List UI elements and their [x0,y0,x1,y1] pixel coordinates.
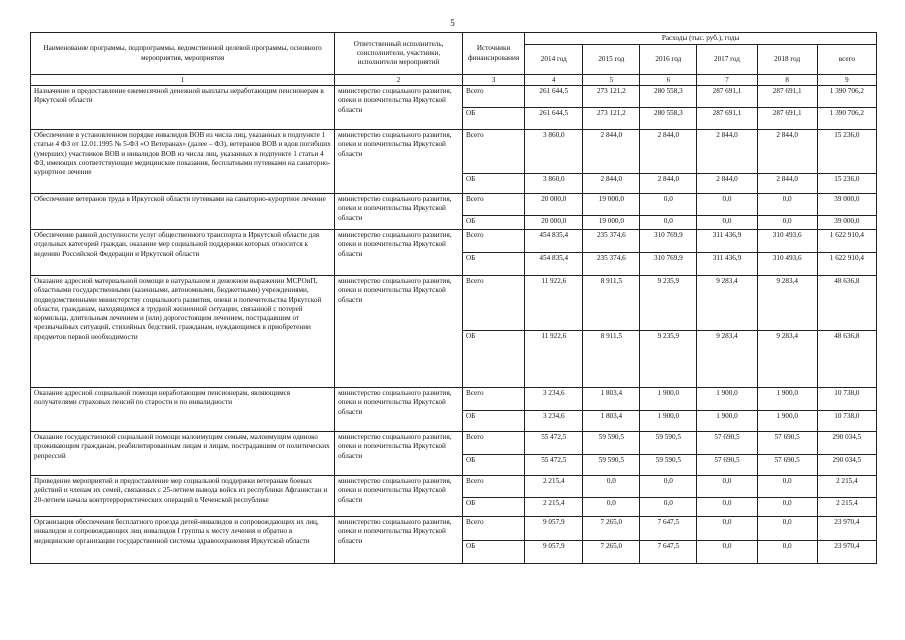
year-value-cell: 20 000,0 [525,194,583,216]
year-value-cell: 7 265,0 [583,541,640,564]
year-value-cell: 2 215,4 [525,476,583,498]
program-name-cell: Проведение мероприятий и предоставление мер социальной поддержки ветеранам боевых действий и членам их семей, связанных с 25-летием вывода войск из республики Афганистан и 20-летием начала контртеррористических операций в Чеченской республике [31,476,335,517]
year-value-cell: 0,0 [697,194,757,216]
year-value-cell: 55 472,5 [525,432,583,455]
year-value-cell: 7 265,0 [583,517,640,541]
year-value-cell: 8 911,5 [583,331,640,388]
executor-cell: министерство социального развития, опеки и попечительства Иркутской области [335,517,463,564]
funding-source-cell: ОБ [462,216,524,230]
year-value-cell: 3 860,0 [525,174,583,194]
executor-cell: министерство социального развития, опеки и попечительства Иркутской области [335,476,463,517]
total-value-cell: 1 390 706,2 [817,86,876,108]
year-value-cell: 287 691,1 [697,86,757,108]
year-value-cell: 287 691,1 [757,86,817,108]
year-value-cell: 7 647,5 [640,541,697,564]
table-row [31,476,877,498]
year-value-cell: 1 803,4 [583,411,640,432]
year-value-cell: 11 922,6 [525,276,583,331]
funding-source-cell: Всего [462,86,524,108]
column-number: 7 [697,75,757,86]
year-value-cell: 1 900,0 [757,388,817,411]
column-number: 9 [817,75,876,86]
program-name-cell: Обеспечение ветеранов труда в Иркутской области путевками на санаторно-курортное лечение [31,194,335,230]
total-value-cell: 2 215,4 [817,476,876,498]
total-value-cell: 48 636,8 [817,331,876,388]
year-value-cell: 2 844,0 [583,130,640,174]
year-value-cell: 454 835,4 [525,253,583,276]
year-value-cell: 0,0 [640,476,697,498]
header-year: 2016 год [640,45,697,75]
year-value-cell: 1 803,4 [583,388,640,411]
table-body [31,86,877,564]
header-expenses: Расходы (тыс. руб.), годы [525,33,877,45]
year-value-cell: 59 590,5 [583,432,640,455]
column-number: 5 [583,75,640,86]
year-value-cell: 1 900,0 [697,388,757,411]
year-value-cell: 8 911,5 [583,276,640,331]
total-value-cell: 1 390 706,2 [817,108,876,130]
total-value-cell: 39 000,0 [817,194,876,216]
funding-source-cell: Всего [462,130,524,174]
year-value-cell: 0,0 [757,476,817,498]
table-row [31,86,877,108]
year-value-cell: 280 558,3 [640,108,697,130]
year-value-cell: 0,0 [583,476,640,498]
funding-source-cell: Всего [462,194,524,216]
year-value-cell: 2 844,0 [697,174,757,194]
funding-source-cell: Всего [462,276,524,331]
year-value-cell: 0,0 [697,541,757,564]
year-value-cell: 273 121,2 [583,108,640,130]
header-program: Наименование программы, подпрограммы, ведомственной целевой программы, основного мероприятия, мероприятия [31,33,335,75]
year-value-cell: 2 844,0 [583,174,640,194]
year-value-cell: 0,0 [697,517,757,541]
year-value-cell: 0,0 [757,498,817,517]
total-value-cell: 15 236,0 [817,174,876,194]
year-value-cell: 55 472,5 [525,455,583,476]
year-value-cell: 9 283,4 [697,331,757,388]
year-value-cell: 19 000,0 [583,194,640,216]
year-value-cell: 0,0 [697,498,757,517]
funding-source-cell: Всего [462,432,524,455]
year-value-cell: 20 000,0 [525,216,583,230]
year-value-cell: 9 057,9 [525,517,583,541]
year-value-cell: 280 558,3 [640,86,697,108]
column-number: 3 [462,75,524,86]
year-value-cell: 0,0 [640,498,697,517]
program-name-cell: Назначение и предоставление ежемесячной денежной выплаты неработающим пенсионерам в Иркутской области [31,86,335,130]
year-value-cell: 59 590,5 [640,432,697,455]
header-total: всего [817,45,876,75]
column-number: 2 [335,75,463,86]
year-value-cell: 261 644,5 [525,108,583,130]
year-value-cell: 2 844,0 [697,130,757,174]
year-value-cell: 7 647,5 [640,517,697,541]
year-value-cell: 261 644,5 [525,86,583,108]
total-value-cell: 290 034,5 [817,432,876,455]
total-value-cell: 1 622 910,4 [817,230,876,253]
year-value-cell: 287 691,1 [697,108,757,130]
funding-source-cell: Всего [462,517,524,541]
table-row [31,130,877,174]
funding-source-cell: ОБ [462,498,524,517]
executor-cell: министерство социального развития, опеки и попечительства Иркутской области [335,276,463,388]
year-value-cell: 57 690,5 [697,455,757,476]
year-value-cell: 2 844,0 [640,174,697,194]
year-value-cell: 0,0 [757,194,817,216]
year-value-cell: 57 690,5 [697,432,757,455]
program-name-cell: Обеспечение равной доступности услуг общественного транспорта в Иркутской области для отдельных категорий граждан, оказание мер социальной поддержки которых относится к ведению Российской Федерации и Иркутской области [31,230,335,276]
program-name-cell: Обеспечение в установленном порядке инвалидов ВОВ из числа лиц, указанных в подпункте 1 статьи 4 ФЗ от 12.01.1995 № 5-ФЗ «О Ветеранах» (далее – ФЗ), ветеранов ВОВ и вдов погибших (умерших) участников ВОВ и инвалидов ВОВ из числа лиц, указанных в подпункте 1 статьи 4 ФЗ, имеющих соответствующие медицинские показания, бесплатными путевками на санаторно-курортное лечение [31,130,335,194]
year-value-cell: 235 374,6 [583,230,640,253]
year-value-cell: 9 283,4 [757,276,817,331]
year-value-cell: 454 835,4 [525,230,583,253]
year-value-cell: 310 769,9 [640,230,697,253]
program-name-cell: Оказание адресной социальной помощи неработающим пенсионерам, являющимся получателями страховых пенсий по старости и по инвалидности [31,388,335,432]
header-year: 2018 год [757,45,817,75]
year-value-cell: 2 215,4 [525,498,583,517]
funding-source-cell: ОБ [462,455,524,476]
header-year: 2017 год [697,45,757,75]
year-value-cell: 9 283,4 [757,331,817,388]
year-value-cell: 0,0 [640,194,697,216]
executor-cell: министерство социального развития, опеки и попечительства Иркутской области [335,432,463,476]
year-value-cell: 3 860,0 [525,130,583,174]
funding-source-cell: Всего [462,230,524,253]
executor-cell: министерство социального развития, опеки и попечительства Иркутской области [335,388,463,432]
year-value-cell: 0,0 [640,216,697,230]
year-value-cell: 310 493,6 [757,253,817,276]
table-row [31,276,877,331]
column-number: 4 [525,75,583,86]
funding-source-cell: Всего [462,388,524,411]
year-value-cell: 0,0 [757,541,817,564]
column-number: 1 [31,75,335,86]
total-value-cell: 48 636,8 [817,276,876,331]
funding-source-cell: ОБ [462,331,524,388]
year-value-cell: 1 900,0 [757,411,817,432]
year-value-cell: 0,0 [697,476,757,498]
year-value-cell: 1 900,0 [640,411,697,432]
year-value-cell: 1 900,0 [640,388,697,411]
year-value-cell: 0,0 [757,216,817,230]
year-value-cell: 19 000,0 [583,216,640,230]
executor-cell: министерство социального развития, опеки и попечительства Иркутской области [335,194,463,230]
year-value-cell: 57 690,5 [757,432,817,455]
total-value-cell: 10 738,0 [817,388,876,411]
year-value-cell: 273 121,2 [583,86,640,108]
total-value-cell: 15 236,0 [817,130,876,174]
budget-table [30,32,877,564]
year-value-cell: 9 283,4 [697,276,757,331]
year-value-cell: 57 690,5 [757,455,817,476]
year-value-cell: 311 436,9 [697,253,757,276]
total-value-cell: 23 970,4 [817,541,876,564]
column-number: 8 [757,75,817,86]
table-row [31,517,877,541]
total-value-cell: 23 970,4 [817,517,876,541]
header-executor: Ответственный исполнитель, соисполнители, участники, исполнители мероприятий [335,33,463,75]
header-year: 2015 год [583,45,640,75]
page-number: 5 [450,18,455,28]
total-value-cell: 10 738,0 [817,411,876,432]
funding-source-cell: ОБ [462,174,524,194]
total-value-cell: 1 622 910,4 [817,253,876,276]
year-value-cell: 9 235,9 [640,331,697,388]
funding-source-cell: ОБ [462,411,524,432]
executor-cell: министерство социального развития, опеки и попечительства Иркутской области [335,130,463,194]
total-value-cell: 39 000,0 [817,216,876,230]
year-value-cell: 2 844,0 [757,174,817,194]
year-value-cell: 59 590,5 [583,455,640,476]
program-name-cell: Оказание адресной материальной помощи в натуральном и денежном выражении МСРОиП, областными государственными (казенными, автономными, бюджетными) учреждениями, подведомственными министерству социального развития, опеки и попечительства Иркутской области, гражданам, находящимся в трудной жизненной ситуации, связанной с потерей кормильца, длительным лечением и (или) дорогостоящим лечением, пострадавшим от чрезвычайных ситуаций, стихийных бедствий, гражданам, нуждающимся в приобретении предметов первой необходимости [31,276,335,388]
executor-cell: министерство социального развития, опеки и попечительства Иркутской области [335,230,463,276]
column-number-row [31,75,877,86]
header-year: 2014 год [525,45,583,75]
year-value-cell: 3 234,6 [525,411,583,432]
table-row [31,388,877,411]
header-sources: Источники финансирования [462,33,524,75]
year-value-cell: 3 234,6 [525,388,583,411]
funding-source-cell: ОБ [462,108,524,130]
year-value-cell: 9 057,9 [525,541,583,564]
table-row [31,194,877,216]
year-value-cell: 0,0 [697,216,757,230]
table-row [31,230,877,253]
year-value-cell: 0,0 [583,498,640,517]
year-value-cell: 0,0 [757,517,817,541]
year-value-cell: 11 922,6 [525,331,583,388]
year-value-cell: 2 844,0 [640,130,697,174]
table-row [31,432,877,455]
funding-source-cell: Всего [462,476,524,498]
funding-source-cell: ОБ [462,253,524,276]
column-number: 6 [640,75,697,86]
year-value-cell: 2 844,0 [757,130,817,174]
total-value-cell: 2 215,4 [817,498,876,517]
program-name-cell: Оказание государственной социальной помощи малоимущим семьям, малоимущим одиноко проживающим гражданам, реабилитированным лицам и лицам, пострадавшим от политических репрессий [31,432,335,476]
executor-cell: министерство социального развития, опеки и попечительства Иркутской области [335,86,463,130]
program-name-cell: Организация обеспечения бесплатного проезда детей-инвалидов и сопровождающих их лиц, инвалидов и сопровождающих лиц инвалидов I группы к месту лечения и обратно в медицинские организации государственной системы здравоохранения Иркутской области [31,517,335,564]
year-value-cell: 235 374,6 [583,253,640,276]
year-value-cell: 311 436,9 [697,230,757,253]
total-value-cell: 290 034,5 [817,455,876,476]
year-value-cell: 59 590,5 [640,455,697,476]
year-value-cell: 287 691,1 [757,108,817,130]
year-value-cell: 310 493,6 [757,230,817,253]
year-value-cell: 310 769,9 [640,253,697,276]
year-value-cell: 9 235,9 [640,276,697,331]
funding-source-cell: ОБ [462,541,524,564]
year-value-cell: 1 900,0 [697,411,757,432]
